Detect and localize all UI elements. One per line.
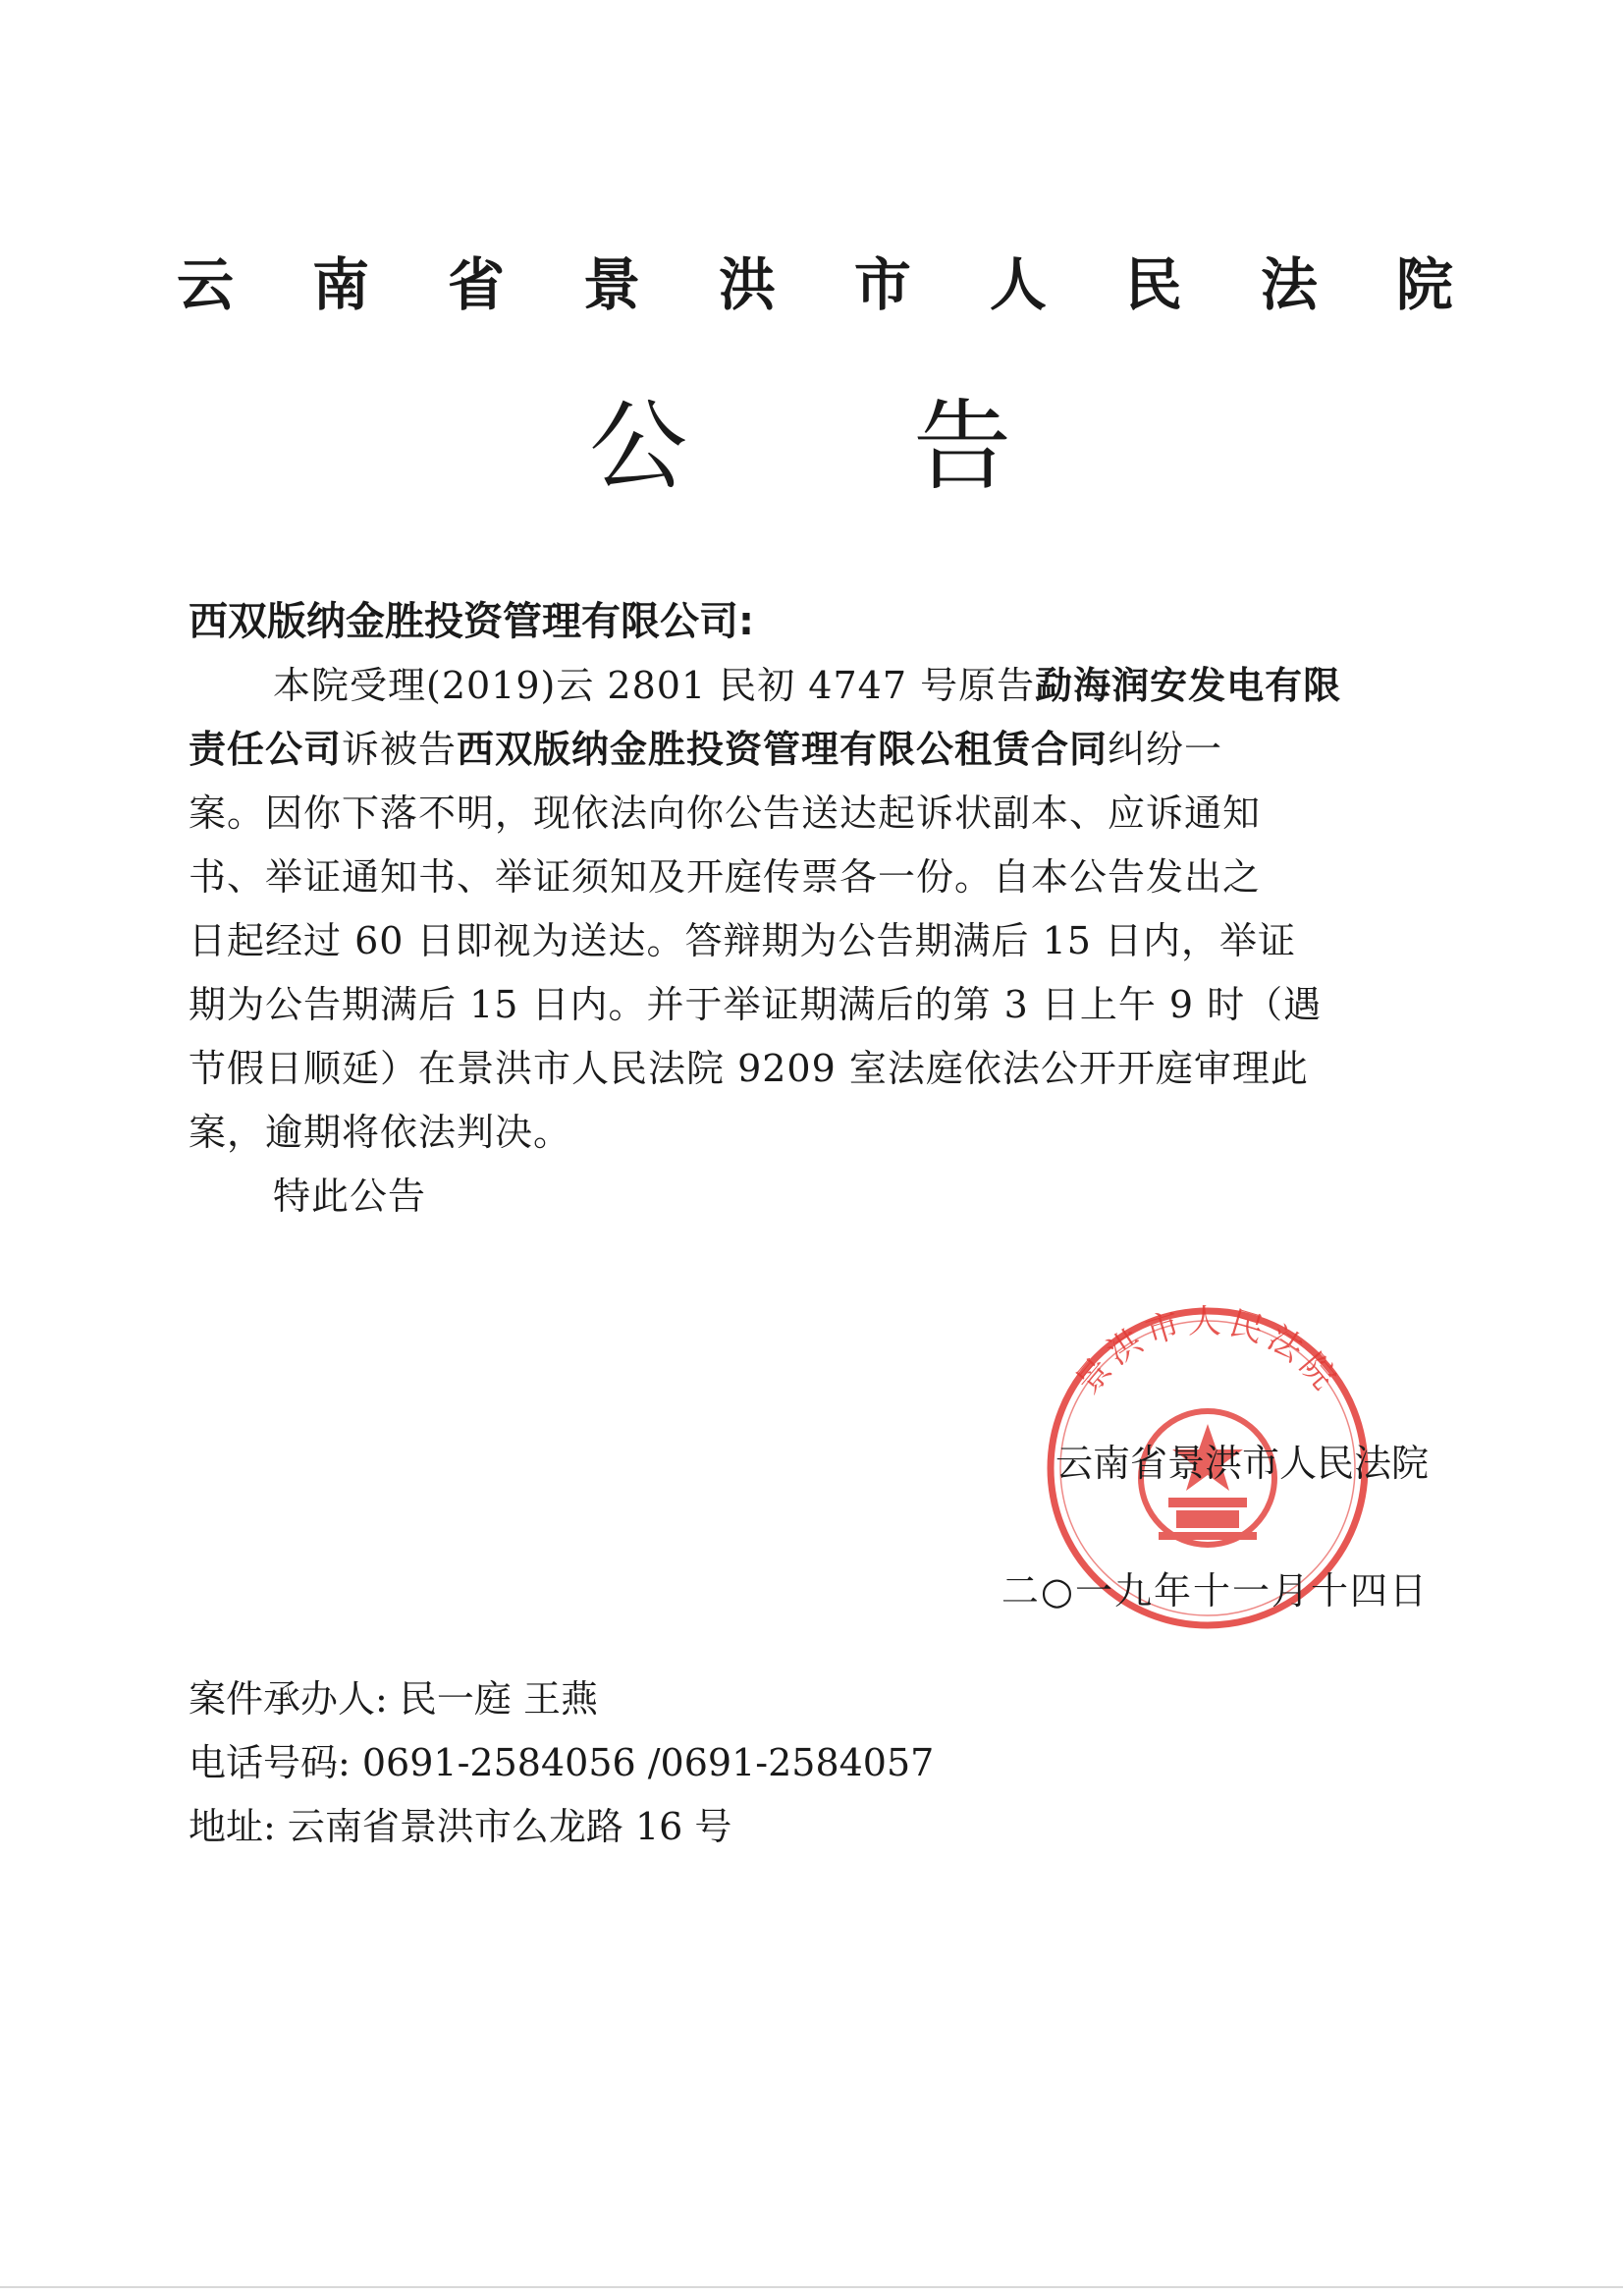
body-line-6: 期为公告期满后 15 日内。并于举证期满后的第 3 日上午 9 时（遇 — [189, 983, 1323, 1026]
closing-line: 特此公告 — [273, 1175, 427, 1218]
plaintiff-name: 勐海润安发电有限 — [1035, 664, 1342, 707]
case-text: 纠纷一 — [1108, 728, 1223, 771]
court-name-title — [177, 246, 1453, 324]
heading-char: 公 — [589, 389, 687, 504]
svg-text:景洪市人民法院 — [1068, 1302, 1347, 1401]
body-line-7: 节假日顺延）在景洪市人民法院 9209 室法庭依法公开开庭审理此 — [189, 1047, 1309, 1090]
title-char: 人 — [989, 251, 1047, 318]
court-address: 地址: 云南省景洪市么龙路 16 号 — [189, 1805, 732, 1848]
defendant-and-cause: 西双版纳金胜投资管理有限公租赁合同 — [457, 728, 1109, 771]
page-bottom-divider — [0, 2286, 1623, 2288]
body-line-2 — [189, 720, 1222, 779]
case-text: 本院受理(2019)云 2801 民初 4747 号原告 — [273, 664, 1036, 707]
heading-char: 告 — [913, 389, 1011, 504]
title-char: 市 — [853, 251, 911, 318]
body-line-8: 案，逾期将依法判决。 — [189, 1111, 572, 1154]
title-char: 法 — [1260, 251, 1318, 318]
body-line-1 — [273, 656, 1341, 715]
notice-heading — [589, 388, 1011, 506]
title-char: 景 — [582, 251, 640, 318]
contact-phone: 电话号码: 0691-2584056 /0691-2584057 — [189, 1741, 935, 1784]
issue-date: 二○一九年十一月十四日 — [1001, 1569, 1429, 1613]
signing-court: 云南省景洪市人民法院 — [1055, 1442, 1429, 1485]
case-text: 诉被告 — [342, 728, 458, 771]
seal-text: 景洪市人民法院 — [1067, 1302, 1348, 1402]
body-line-4: 书、举证通知书、举证须知及开庭传票各一份。自本公告发出之 — [189, 855, 1262, 899]
plaintiff-name-cont: 责任公司 — [189, 728, 343, 771]
recipient-line: 西双版纳金胜投资管理有限公司: — [189, 599, 754, 644]
body-line-3: 案。因你下落不明，现依法向你公告送达起诉状副本、应诉通知 — [189, 792, 1262, 835]
title-char: 省 — [447, 251, 505, 318]
title-char: 云 — [177, 251, 235, 318]
title-char: 洪 — [718, 251, 776, 318]
title-char: 民 — [1124, 251, 1182, 318]
title-char: 南 — [311, 251, 369, 318]
body-line-5: 日起经过 60 日即视为送达。答辩期为公告期满后 15 日内，举证 — [189, 919, 1297, 962]
case-handler: 案件承办人: 民一庭 王燕 — [189, 1677, 598, 1721]
title-char: 院 — [1395, 251, 1453, 318]
